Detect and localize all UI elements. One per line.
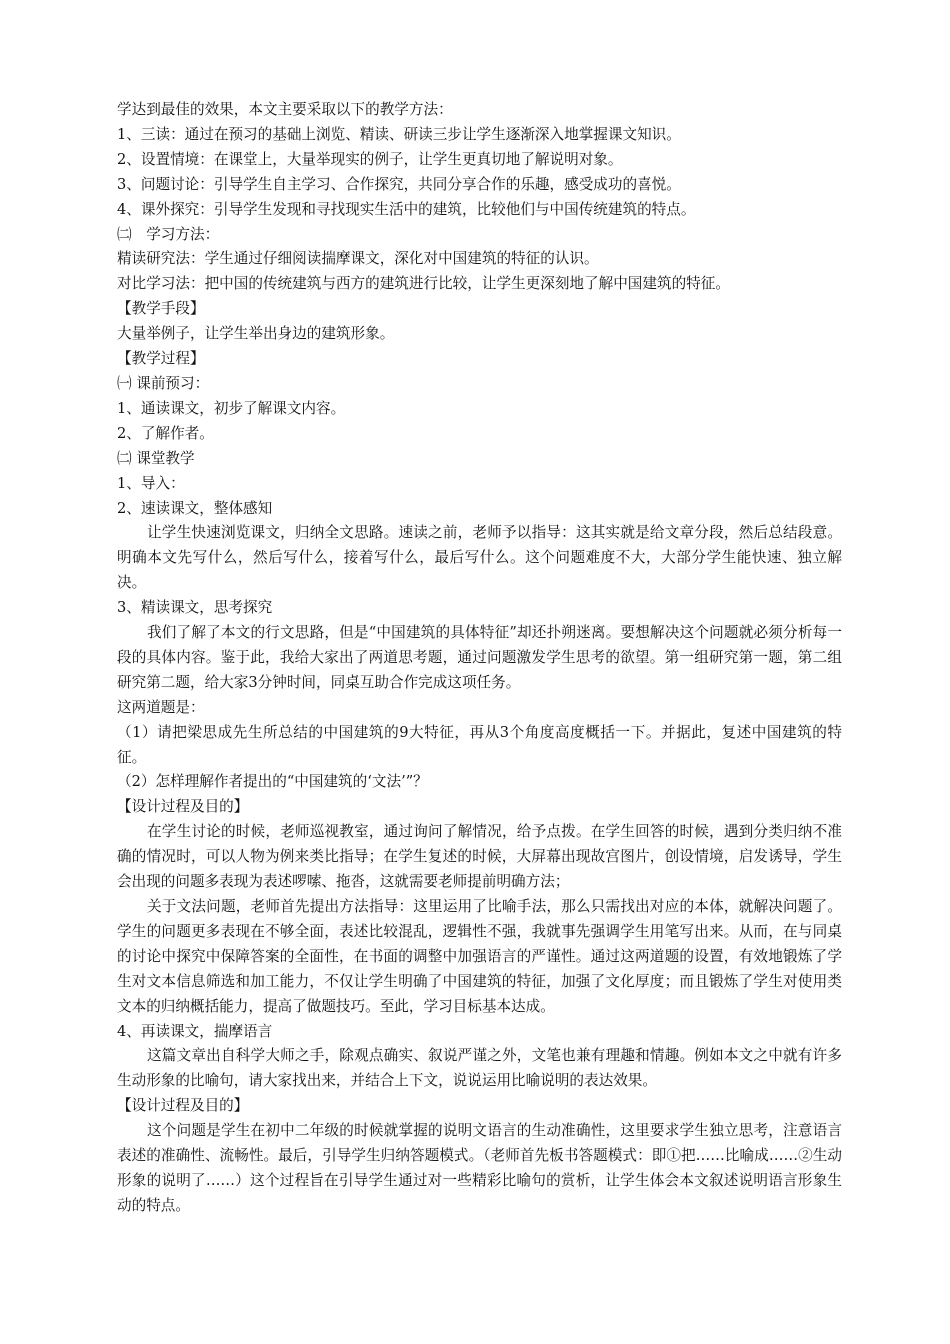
learning-method-2: 对比学习法：把中国的传统建筑与西方的建筑进行比较，让学生更深刻地了解中国建筑的特征。 (117, 275, 730, 293)
paragraph-language: 这篇文章出自科学大师之手，除观点确实、叙说严谨之外，文笔也兼有理趣和情趣。例如本文之中就有许多生动形象的比喻句，请大家找出来，并结合上下文，说说运用比喻说明的表达效果。 (117, 1047, 842, 1090)
step-1: 1、导入： (117, 474, 185, 492)
paragraph-design-grammar: 关于文法问题，老师首先提出方法指导：这里运用了比喻手法，那么只需找出对应的本体，就解决问题了。学生的问题更多表现在不够全面，表述比较混乱，逻辑性不强，我就事先强调学生用笔写出来。从而，在与同桌的讨论中探究中保障答案的全面性，在书面的调整中加强语言的严谨性。通过这两道题的设置，有效地锻炼了学生对文本信息筛选和加工能力，不仅让学生明确了中国建筑的特征，加强了文化厚度；而且锻炼了学生对使用类文本的归纳概括能力，提高了做题技巧。至此，学习目标基本达成。 (117, 898, 842, 1015)
design-heading-2: 【设计过程及目的】 (117, 1097, 249, 1115)
method-item-3: 3、问题讨论：引导学生自主学习、合作探究，共同分享合作的乐趣，感受成功的喜悦。 (117, 175, 681, 193)
paragraph-design-discussion: 在学生讨论的时候，老师巡视教室，通过询问了解情况，给予点拨。在学生回答的时候，遇到分类归纳不准确的情况时，可以人物为例来类比指导；在学生复述的时候，大屏幕出现故宫图片，创设情境，启发诱导，学生会出现的问题多表现为表述啰嗦、拖沓，这就需要老师提前明确方法； (117, 823, 842, 891)
paragraph-design-language: 这个问题是学生在初中二年级的时候就掌握的说明文语言的生动准确性，这里要求学生独立思考，注意语言表述的准确性、流畅性。最后，引导学生归纳答题模式。（老师首先板书答题模式：即①把……比喻成……②生动形象的说明了……）这个过程旨在引导学生通过对一些精彩比喻句的赏析，让学生体会本文叙述说明语言形象生动的特点。 (117, 1122, 842, 1214)
design-heading-1: 【设计过程及目的】 (117, 798, 249, 816)
section-heading-learning-methods: ㈡ 学习方法： (117, 225, 220, 243)
subheading-preview: ㈠ 课前预习： (117, 374, 210, 392)
preview-item-2: 2、了解作者。 (117, 424, 214, 442)
paragraph-skim: 让学生快速浏览课文，归纳全文思路。速读之前，老师予以指导：这其实就是给文章分段，然后总结段意。明确本文先写什么，然后写什么，接着写什么，最后写什么。这个问题难度不大，大部分学生能快速、独立解决。 (117, 524, 842, 592)
step-2: 2、速读课文，整体感知 (117, 499, 273, 517)
section-heading-teaching-process: 【教学过程】 (117, 350, 205, 368)
document-page (117, 98, 842, 1219)
question-2: （2）怎样理解作者提出的“中国建筑的‘文法’”？ (117, 773, 428, 791)
learning-method-1: 精读研究法：学生通过仔细阅读揣摩课文，深化对中国建筑的特征的认识。 (117, 250, 599, 268)
subheading-classroom: ㈡ 课堂教学 (117, 449, 195, 467)
teaching-means-text: 大量举例子，让学生举出身边的建筑形象。 (117, 325, 395, 343)
preview-item-1: 1、通读课文，初步了解课文内容。 (117, 399, 346, 417)
step-3: 3、精读课文，思考探究 (117, 599, 273, 617)
paragraph-close-reading: 我们了解了本文的行文思路，但是“中国建筑的具体特征”却还扑朔迷离。要想解决这个问题就必须分析每一段的具体内容。鉴于此，我给大家出了两道思考题，通过问题激发学生思考的欲望。第一组研究第一题，第二组研究第二题，给大家3分钟时间，同桌互助合作完成这项任务。 (117, 624, 842, 691)
method-item-2: 2、设置情境：在课堂上，大量举现实的例子，让学生更真切地了解说明对象。 (117, 150, 623, 168)
section-heading-teaching-means: 【教学手段】 (117, 300, 205, 318)
questions-intro: 这两道题是： (117, 698, 205, 716)
method-item-4: 4、课外探究：引导学生发现和寻找现实生活中的建筑，比较他们与中国传统建筑的特点。 (117, 200, 696, 218)
method-item-1: 1、三读：通过在预习的基础上浏览、精读、研读三步让学生逐渐深入地掌握课文知识。 (117, 125, 681, 143)
question-1: （1）请把梁思成先生所总结的中国建筑的9大特征，再从3个角度高度概括一下。并据此，复述中国建筑的特征。 (117, 723, 842, 766)
text-line: 学达到最佳的效果，本文主要采取以下的教学方法： (117, 101, 453, 118)
step-4: 4、再读课文，揣摩语言 (117, 1022, 273, 1040)
